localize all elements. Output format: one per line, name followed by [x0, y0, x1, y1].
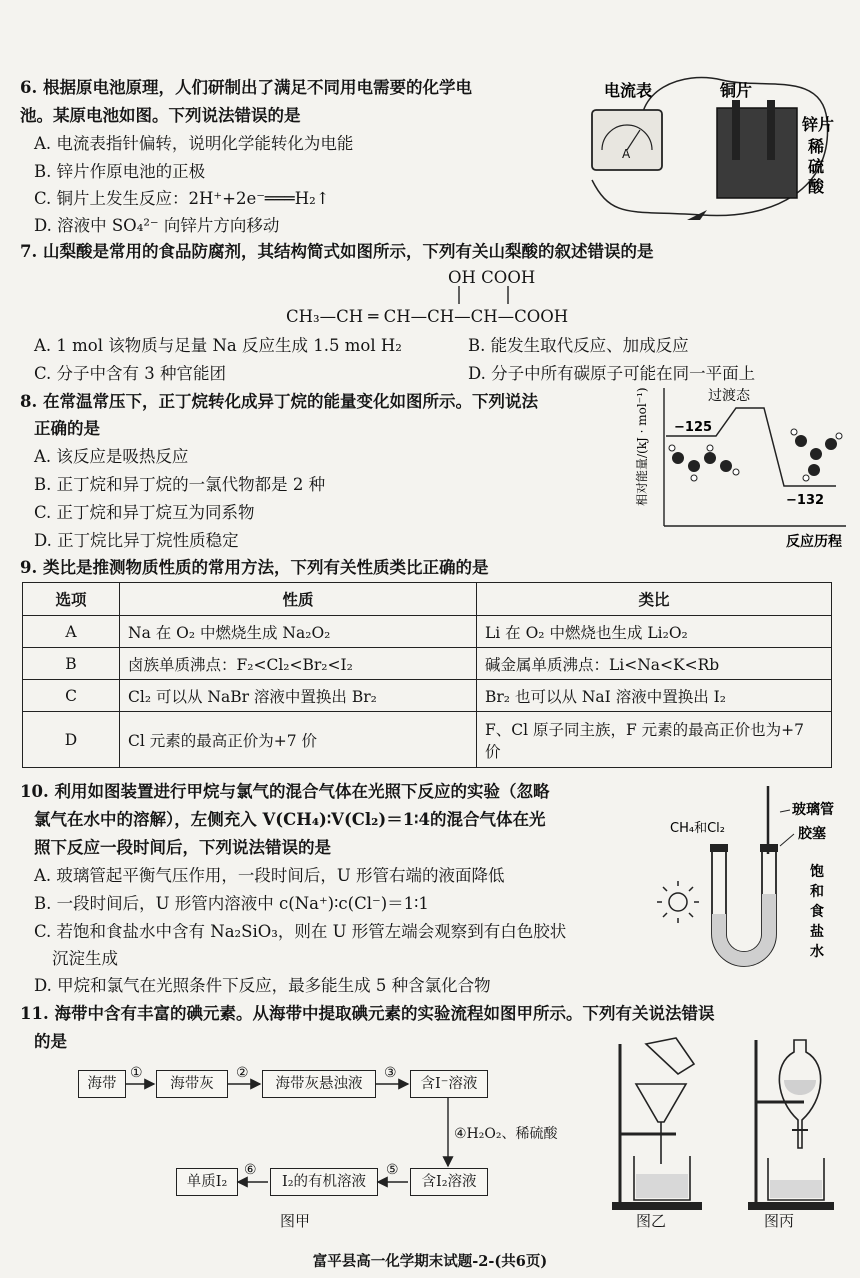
transition-state-label: 过渡态 [708, 388, 750, 404]
brine-char-5: 水 [810, 944, 824, 960]
row-property: Cl₂ 可以从 NaBr 溶液中置换出 Br₂ [120, 680, 477, 712]
flow-box-iodine: 单质I₂ [176, 1168, 238, 1196]
flow-step-6: ⑥ [244, 1162, 257, 1178]
row-option: D [23, 712, 120, 768]
q7-structure-main: CH₃—CH ═ CH—CH—CH—COOH [286, 307, 569, 326]
brine-char-2: 和 [810, 884, 824, 900]
row-option: B [23, 648, 120, 680]
copper-label: 铜片 [720, 81, 753, 100]
q10-option-a: A. 玻璃管起平衡气压作用，一段时间后，U 形管右端的液面降低 [34, 866, 505, 885]
figure-label-yi: 图乙 [636, 1212, 667, 1230]
row-option: A [23, 616, 120, 648]
q7-option-a: A. 1 mol 该物质与足量 Na 反应生成 1.5 mol H₂ [34, 336, 402, 355]
q8-option-a: A. 该反应是吸热反应 [34, 447, 189, 466]
q10-option-d: D. 甲烷和氯气在光照条件下反应，最多能生成 5 种含氯化合物 [34, 976, 491, 995]
flow-box-kelp-ash: 海带灰 [156, 1070, 228, 1098]
brine-char-4: 盐 [810, 924, 824, 940]
row-property: Cl 元素的最高正价为+7 价 [120, 712, 477, 768]
acid-label-2: 硫 [808, 157, 825, 176]
ammeter-letter: A [622, 147, 631, 161]
q8-stem-line1: 8. 在常温常压下，正丁烷转化成异丁烷的能量变化如图所示。下列说法 [20, 392, 538, 411]
flow-step-2: ② [236, 1065, 249, 1081]
header-analogy: 类比 [477, 583, 832, 616]
row-property: 卤族单质沸点：F₂<Cl₂<Br₂<I₂ [120, 648, 477, 680]
flow-box-iodide-solution: 含I⁻溶液 [410, 1070, 488, 1098]
q11-stem-line2: 的是 [34, 1032, 67, 1051]
flow-step-3: ③ [384, 1065, 397, 1081]
reaction-path-label: 反应历程 [786, 534, 842, 550]
q6-option-a: A. 电流表指针偏转，说明化学能转化为电能 [34, 134, 354, 153]
flow-box-kelp: 海带 [78, 1070, 126, 1098]
flow-step-1: ① [130, 1065, 143, 1081]
q10-option-c-line1: C. 若饱和食盐水中含有 Na₂SiO₃，则在 U 形管左端会观察到有白色胶状 [34, 922, 567, 941]
flow-step-4: ④H₂O₂、稀硫酸 [454, 1126, 558, 1142]
q10-option-c-line2: 沉淀生成 [52, 949, 118, 968]
brine-char-1: 饱 [810, 864, 824, 880]
q6-option-c: C. 铜片上发生反应：2H⁺+2e⁻═══H₂↑ [34, 189, 330, 208]
q10-stem-line2: 氯气在水中的溶解），左侧充入 V(CH₄)∶V(Cl₂)＝1∶4的混合气体在光 [34, 810, 546, 829]
row-option: C [23, 680, 120, 712]
flow-box-iodine-solution: 含I₂溶液 [410, 1168, 488, 1196]
header-option: 选项 [23, 583, 120, 616]
q11-stem-line1: 11. 海带中含有丰富的碘元素。从海带中提取碘元素的实验流程如图甲所示。下列有关说法错误 [20, 1004, 715, 1023]
energy-value-1: −125 [674, 420, 713, 435]
separatory-funnel-figure [744, 1030, 844, 1214]
q7-option-d: D. 分子中所有碳原子可能在同一平面上 [468, 364, 756, 383]
q10-stem-line3: 照下反应一段时间后，下列说法错误的是 [34, 838, 331, 857]
figure-label-jia: 图甲 [280, 1212, 311, 1230]
funnel-icon [636, 1084, 686, 1122]
q6-stem-line1: 6. 根据原电池原理，人们研制出了满足不同用电需要的化学电 [20, 78, 472, 97]
row-analogy: F、Cl 原子同主族，F 元素的最高正价也为+7 价 [477, 712, 832, 768]
glass-tube-label: 玻璃管 [792, 802, 834, 818]
row-analogy: Br₂ 也可以从 NaI 溶液中置换出 I₂ [477, 680, 832, 712]
row-analogy: 碱金属单质沸点：Li<Na<K<Rb [477, 648, 832, 680]
q8-option-d: D. 正丁烷比异丁烷性质稳定 [34, 531, 239, 550]
q8-option-b: B. 正丁烷和异丁烷的一氯代物都是 2 种 [34, 475, 326, 494]
acid-label-3: 酸 [808, 177, 825, 196]
q8-option-c: C. 正丁烷和异丁烷互为同系物 [34, 503, 255, 522]
filtration-apparatus-figure [606, 1034, 716, 1214]
flow-box-suspension: 海带灰悬浊液 [262, 1070, 376, 1098]
flow-box-organic-solution: I₂的有机溶液 [270, 1168, 378, 1196]
q7-stem: 7. 山梨酸是常用的食品防腐剂，其结构简式如图所示，下列有关山梨酸的叙述错误的是 [20, 242, 654, 261]
row-analogy: Li 在 O₂ 中燃烧也生成 Li₂O₂ [477, 616, 832, 648]
acid-label-1: 稀 [808, 137, 825, 156]
q8-stem-line2: 正确的是 [34, 419, 100, 438]
q7-option-b: B. 能发生取代反应、加成反应 [468, 336, 689, 355]
ammeter-label: 电流表 [604, 81, 653, 100]
brine-char-3: 食 [810, 904, 824, 920]
q6-option-b: B. 锌片作原电池的正极 [34, 162, 206, 181]
q7-structure-top: OH COOH [448, 268, 536, 287]
flow-step-5: ⑤ [386, 1162, 399, 1178]
energy-value-2: −132 [786, 493, 825, 508]
q6-option-d: D. 溶液中 SO₄²⁻ 向锌片方向移动 [34, 216, 280, 235]
q7-option-c: C. 分子中含有 3 种官能团 [34, 364, 227, 383]
zinc-label: 锌片 [802, 115, 835, 134]
q6-stem-line2: 池。某原电池如图。下列说法错误的是 [20, 106, 301, 125]
q10-stem-line1: 10. 利用如图装置进行甲烷与氯气的混合气体在光照下反应的实验（忽略 [20, 782, 550, 801]
q10-option-b: B. 一段时间后，U 形管内溶液中 c(Na⁺)∶c(Cl⁻)＝1∶1 [34, 894, 429, 913]
row-property: Na 在 O₂ 中燃烧生成 Na₂O₂ [120, 616, 477, 648]
figure-label-bing: 图丙 [764, 1212, 795, 1230]
stopper-label: 胶塞 [798, 826, 826, 842]
gas-label: CH₄和Cl₂ [670, 821, 725, 836]
q9-stem: 9. 类比是推测物质性质的常用方法，下列有关性质类比正确的是 [20, 558, 489, 577]
header-property: 性质 [120, 583, 477, 616]
page-footer: 富平县高一化学期末试题-2-(共6页) [312, 1253, 548, 1270]
energy-axis-label: 相对能量/(kJ · mol⁻¹) [635, 387, 649, 506]
